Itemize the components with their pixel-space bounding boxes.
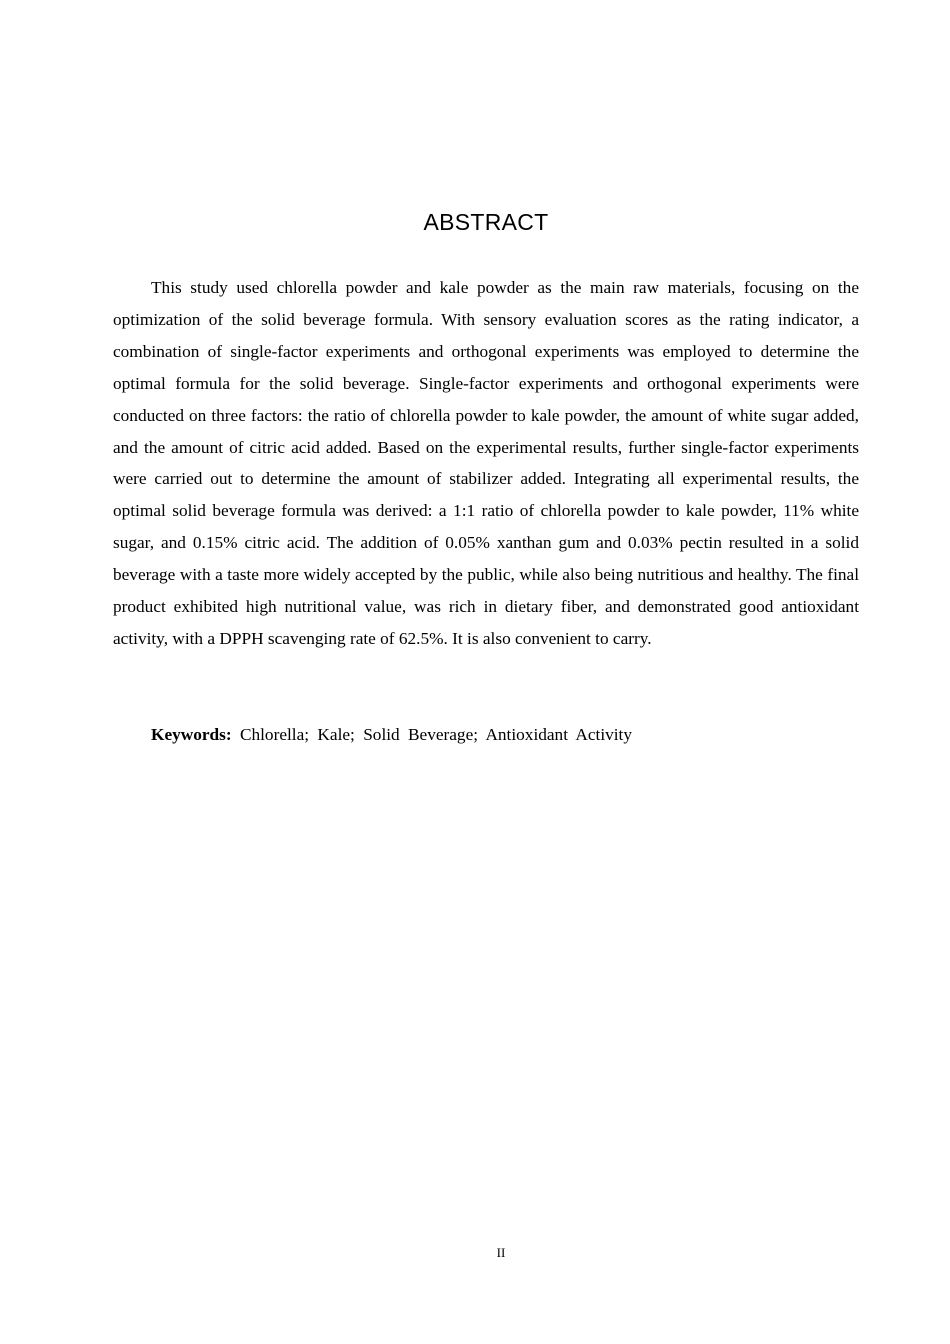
keyword-separator: ; [304, 725, 310, 744]
keyword-separator: ; [473, 725, 479, 744]
keyword-item: Kale [317, 725, 351, 744]
keyword-item: Chlorella [239, 725, 305, 744]
keywords-line [113, 719, 859, 751]
keyword-separator: ; [350, 725, 355, 744]
abstract-paragraph: This study used chlorella powder and kale powder as the main raw materials, focusing on the optimization of the solid beverage formula. With sensory evaluation scores as the rating indicator, a combination of single-factor experiments and orthogonal experiments was employed to determine the optimal formula for the solid beverage. Single-factor experiments and orthogonal experiments were conducted on three factors: the ratio of chlorella powder to kale powder, the amount of white sugar added, and the amount of citric acid added. Based on the experimental results, further single-factor experiments were carried out to determine the amount of stabilizer added. Integrating all experimental results, the optimal solid beverage formula was derived: a 1:1 ratio of chlorella powder to kale powder, 11% white sugar, and 0.15% citric acid. The addition of 0.05% xanthan gum and 0.03% pectin resulted in a solid beverage with a taste more widely accepted by the public, while also being nutritious and healthy. The final product exhibited high nutritional value, was rich in dietary fiber, and demonstrated good antioxidant activity, with a DPPH scavenging rate of 62.5%. It is also convenient to carry. [113, 278, 859, 648]
keyword-item: Antioxidant Activity [485, 725, 632, 744]
page-number: II [496, 1245, 506, 1260]
abstract-title: ABSTRACT [423, 209, 549, 235]
keyword-item: Solid Beverage [363, 725, 474, 744]
keywords-label: Keywords: [151, 725, 232, 744]
